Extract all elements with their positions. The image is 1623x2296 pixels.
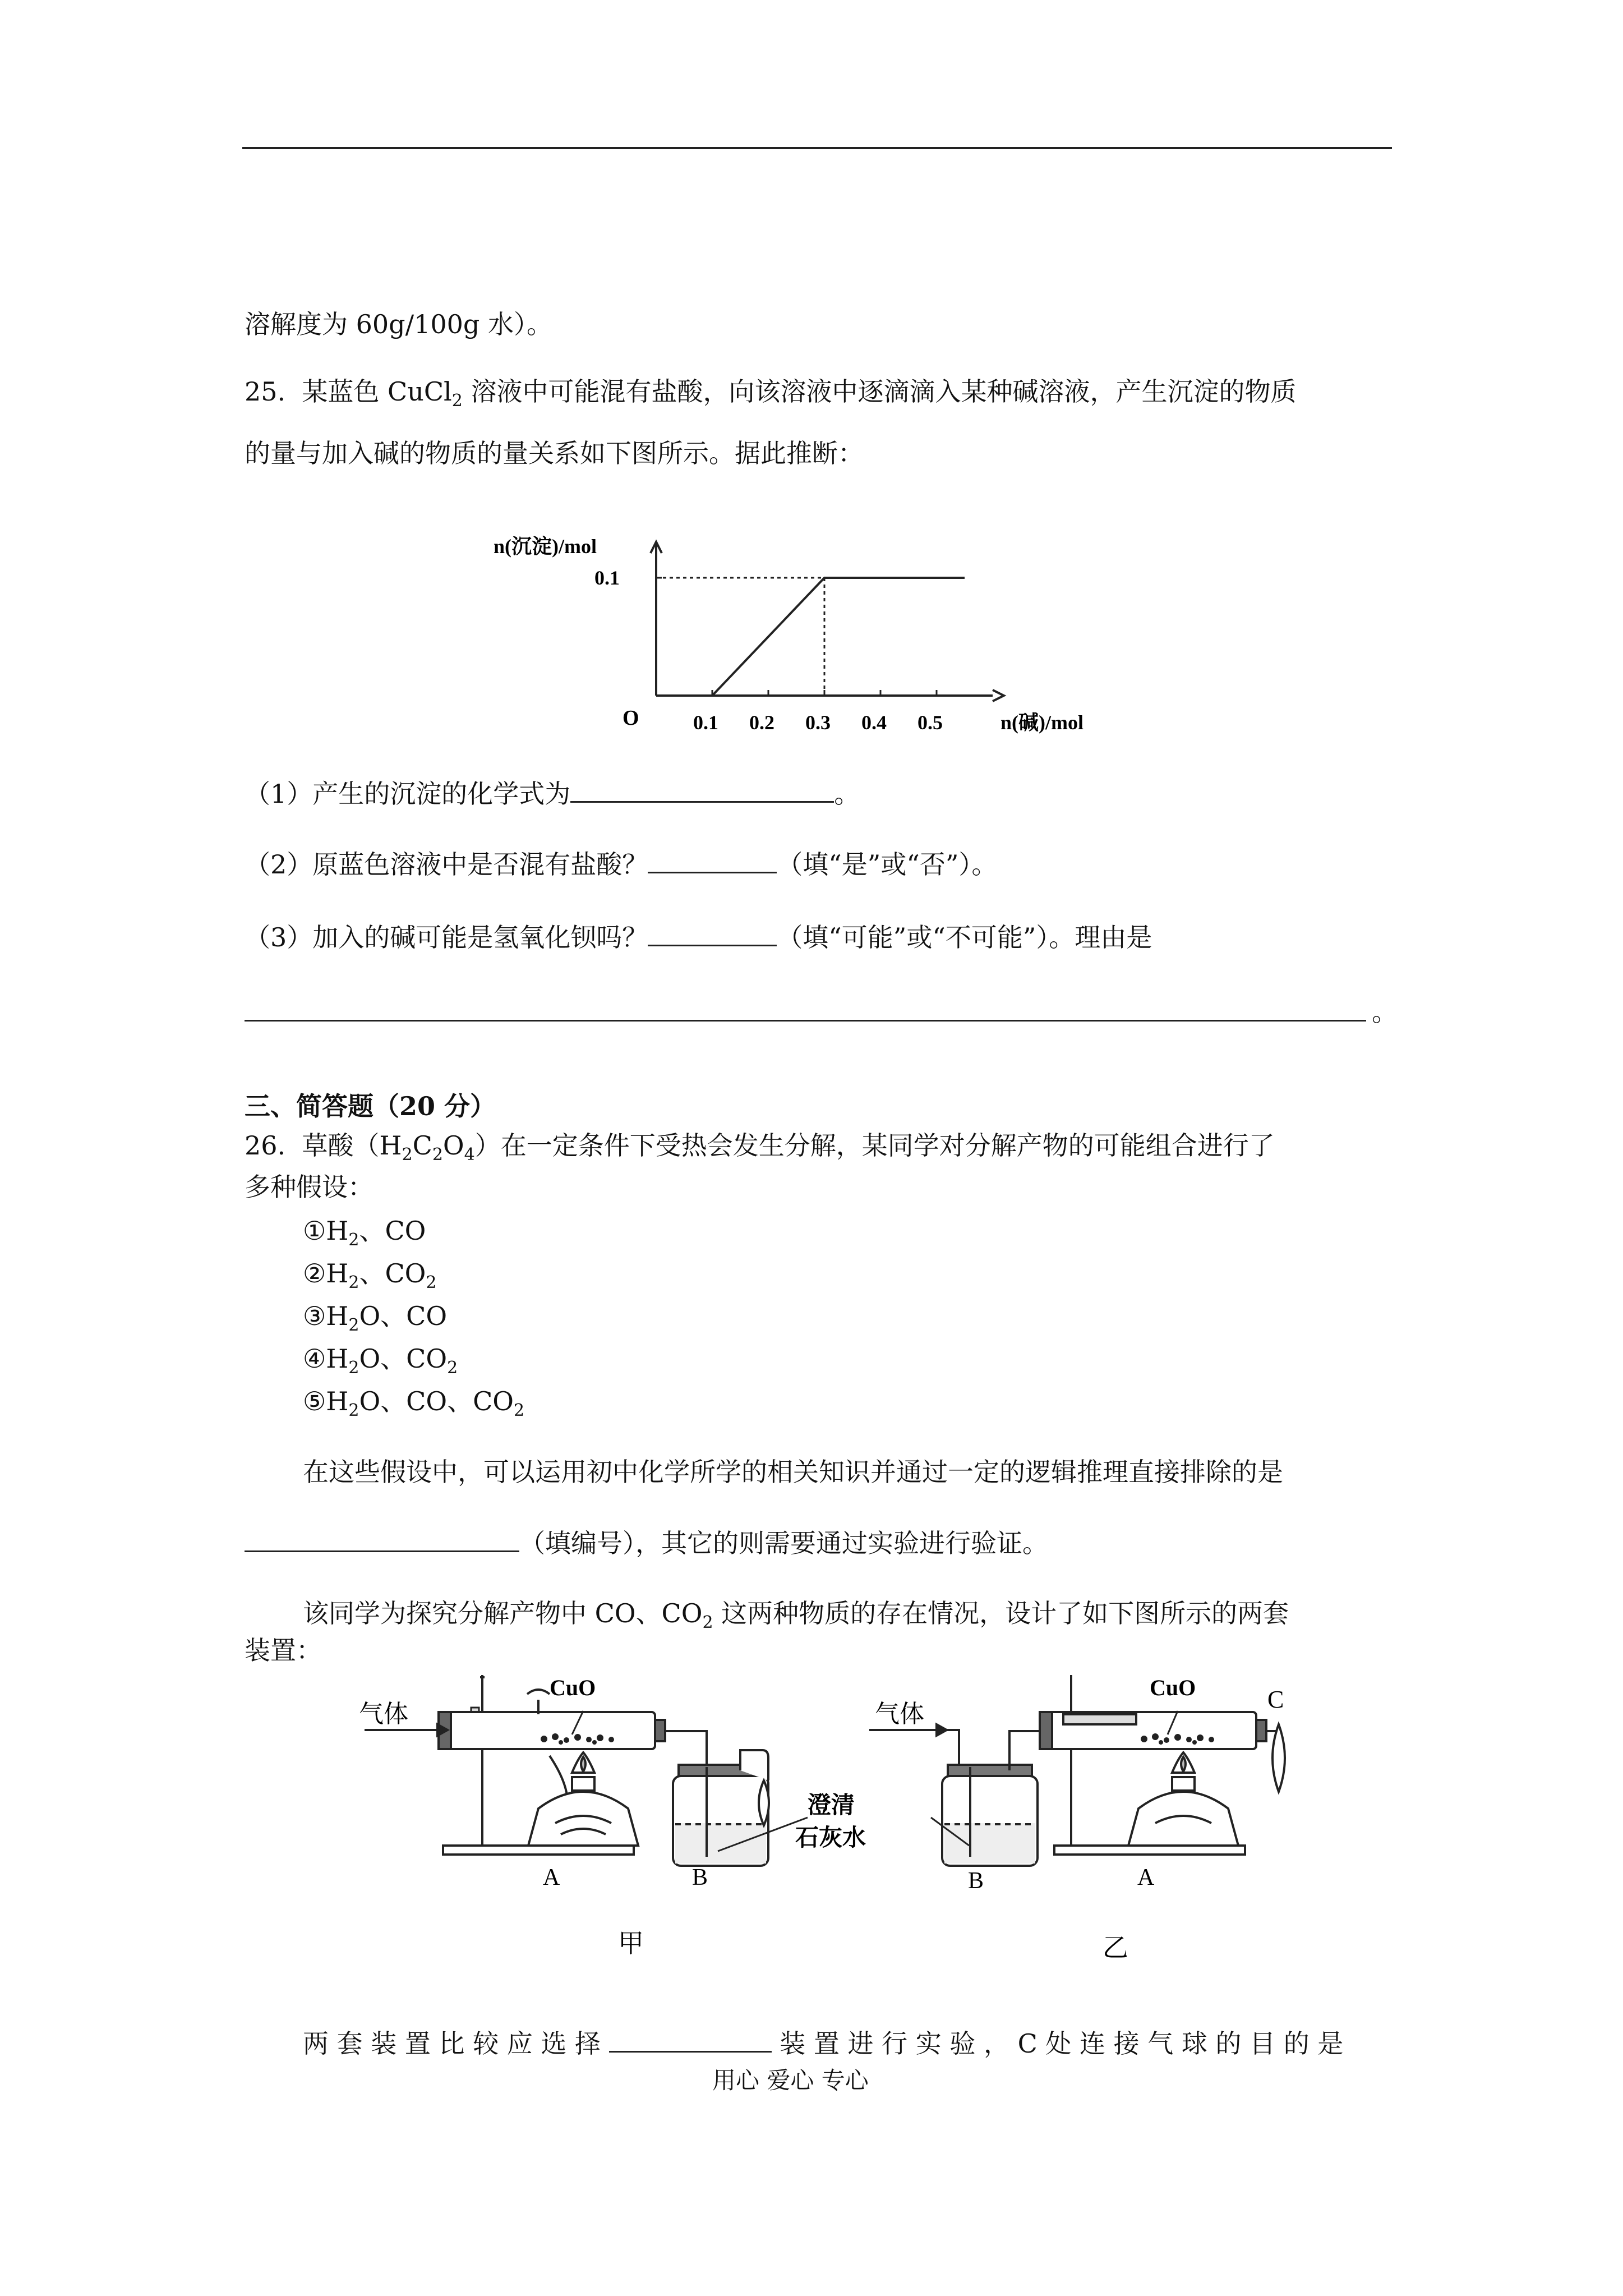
q25-p1-end: 。 [834,779,860,809]
burner-left [528,1752,638,1846]
cuo-label-left: CuO [550,1675,596,1700]
hyp-b-sub: 2 [447,1358,458,1378]
q26-sub2: 2 [432,1145,443,1165]
lime-label-1: 澄清 [808,1793,855,1819]
hyp-mark: ③ [303,1301,326,1331]
q26-last-b: 装 置 进 行 实 验 ， C 处 连 接 气 球 的 目 的 是 [780,2028,1344,2059]
q26-para2-a: 该同学为探究分解产物中 CO、CO [303,1598,703,1628]
y-tick-label: 0.1 [594,567,620,589]
q26-para2 [303,1596,1289,1640]
label-b-left: B [692,1865,708,1890]
x-tick-label: 0.5 [917,711,943,734]
answer-blank-4[interactable] [245,1020,1366,1022]
bottle-b-left [673,1750,769,1866]
hyp-b-sub: 2 [514,1401,525,1420]
hyp-b: O、CO [359,1301,448,1331]
series-line [712,578,965,696]
hyp-a-sub: 2 [348,1273,359,1292]
answer-blank-6[interactable] [609,2026,772,2053]
hyp-mark: ① [303,1216,326,1246]
q26-para2c: 装置： [245,1635,322,1665]
x-axis-label: n(碱)/mol [1000,711,1083,734]
burner-right [1128,1752,1238,1846]
q26-line1-d: ）在一定条件下受热会发生分解，某同学对分解产物的可能组合进行了 [474,1130,1275,1161]
x-tick-label: 0.1 [693,711,718,734]
section-title: 三、简答题（20 分） [245,1091,496,1121]
bottle-b-right [942,1730,1041,1866]
hypothesis-item [303,1257,436,1300]
q25-part3-end: 。 [1372,997,1398,1027]
x-tick-label: 0.2 [749,711,774,734]
hyp-mark: ⑤ [303,1386,326,1416]
label-jia: 甲 [618,1929,644,1958]
q25-p3-text: （3）加入的碱可能是氢氧化钡吗？ [245,922,648,953]
lime-label-2: 石灰水 [795,1825,866,1851]
hyp-a-sub: 2 [348,1358,359,1378]
q25-line1-a: 某蓝色 CuCl [302,376,452,407]
answer-blank-1[interactable] [570,776,834,803]
hypothesis-item [303,1342,458,1385]
q25-p2-end: （填“是”或“否”）。 [777,849,998,880]
answer-blank-3[interactable] [648,920,777,946]
hyp-b-sub: 2 [426,1273,437,1292]
label-a-right: A [1137,1865,1155,1890]
q25-p1-text: （1）产生的沉淀的化学式为 [245,779,571,809]
q26-number: 26. [245,1130,286,1161]
x-tick-label: 0.3 [805,711,831,734]
hyp-b: 、CO [359,1216,426,1246]
precipitate-chart [494,471,1144,746]
x-axis-arrow [993,690,1004,701]
tubing-left [665,1731,707,1767]
q26-para1b-text: （填编号），其它的则需要通过实验进行验证。 [519,1528,1048,1558]
q26-line2: 多种假设： [245,1172,374,1202]
q25-part3 [245,920,1152,954]
header-rule [242,147,1392,149]
gas-label-right: 气体 [875,1700,924,1728]
x-tick-label: 0.4 [861,711,887,734]
hyp-b: O、CO、CO [359,1386,514,1416]
q26-para1b [245,1526,1048,1560]
q26-sub3: 4 [464,1145,475,1165]
q26-line1-a: 草酸（H [302,1130,402,1161]
intro-tail: 溶解度为 60g/100g 水）。 [245,309,552,339]
hyp-a-sub: 2 [348,1315,359,1335]
q25-line1-b: 溶液中可能混有盐酸，向该溶液中逐滴滴入某种碱溶液，产生沉淀的物质 [462,376,1297,407]
hypothesis-item [303,1384,524,1428]
hypothesis-item [303,1214,426,1257]
origin-label: O [623,706,639,730]
c-label: C [1267,1686,1284,1713]
q26-line1 [245,1129,1275,1172]
q25-number: 25. [245,376,286,407]
hyp-a: H [326,1216,349,1246]
hyp-a-sub: 2 [348,1401,359,1420]
y-axis-label: n(沉淀)/mol [494,535,597,558]
q25-line1 [245,375,1296,418]
q25-part2 [245,847,997,881]
cuo-label-right: CuO [1150,1675,1196,1700]
q26-last-line [303,2026,1343,2060]
hyp-mark: ④ [303,1343,326,1374]
q25-part1 [245,776,860,811]
q25-line2: 的量与加入碱的物质的量关系如下图所示。据此推断： [245,438,864,468]
q25-p2-text: （2）原蓝色溶液中是否混有盐酸？ [245,849,648,880]
hypothesis-item [303,1299,447,1342]
q26-para1: 在这些假设中，可以运用初中化学所学的相关知识并通过一定的逻辑推理直接排除的是 [303,1457,1283,1487]
q26-sub1: 2 [402,1145,413,1165]
page-footer: 用心 爱心 专心 [712,2067,869,2094]
gas-label-left: 气体 [359,1700,408,1728]
q26-para2-b: 这两种物质的存在情况，设计了如下图所示的两套 [713,1598,1289,1628]
hyp-mark: ② [303,1258,326,1289]
hyp-a: H [326,1301,349,1331]
q26-line1-b: C [412,1130,432,1161]
hyp-a: H [326,1386,349,1416]
hyp-b: O、CO [359,1343,448,1374]
label-b-right: B [968,1868,984,1894]
q26-last-a: 两 套 装 置 比 较 应 选 择 [303,2028,601,2059]
answer-blank-2[interactable] [648,847,777,873]
q25-p3-end: （填“可能”或“不可能”）。理由是 [777,922,1152,953]
hyp-b: 、CO [359,1258,426,1289]
q26-line1-c: O [442,1130,464,1161]
hyp-a: H [326,1258,349,1289]
q26-para2-sub: 2 [702,1613,713,1632]
q25-line1-sub: 2 [451,391,463,411]
answer-blank-5[interactable] [245,1526,519,1552]
hyp-a: H [326,1343,349,1374]
label-yi: 乙 [1103,1934,1128,1962]
apparatus-figure [348,1660,1301,1975]
label-a-left: A [543,1865,560,1890]
hyp-a-sub: 2 [348,1230,359,1250]
tube-a-right [1040,1712,1285,1792]
